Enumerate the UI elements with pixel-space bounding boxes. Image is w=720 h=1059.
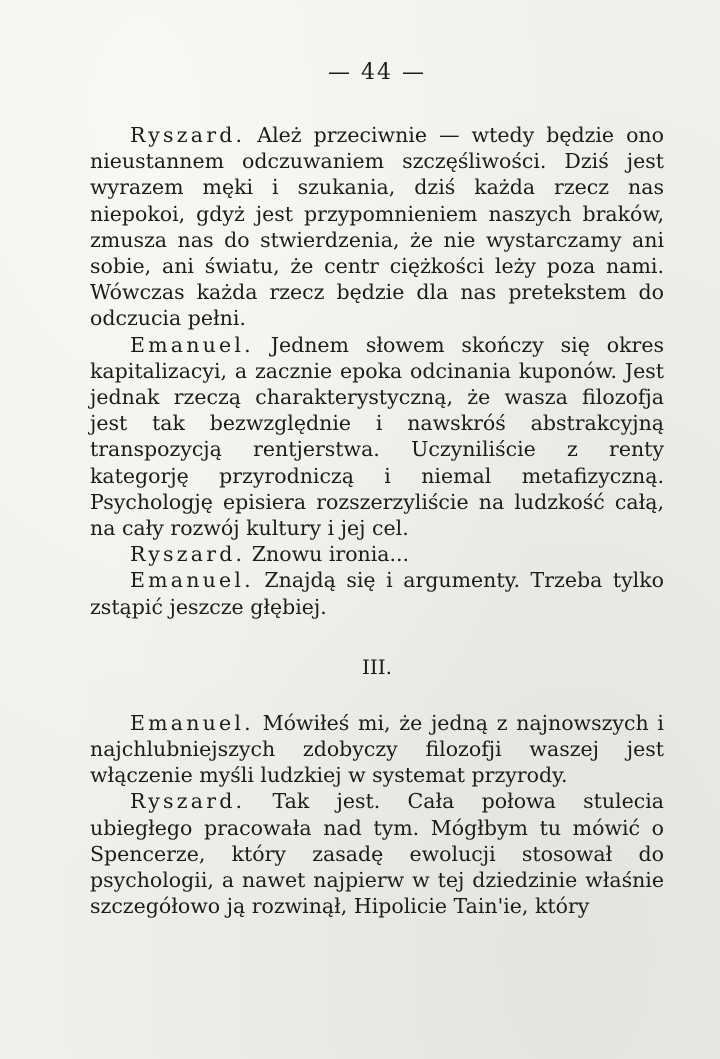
section-heading: III. (361, 654, 393, 679)
speech-text: Mówiłeś mi, że jedną z najnowszych i najchlubniejszych zdobyczy filozofji waszej jest włączenie myśli ludzkiej w systemat przyrody. (90, 710, 664, 788)
speaker-name: Ryszard. (130, 123, 246, 147)
speaker-name: Ryszard. (130, 542, 246, 567)
dialogue-paragraph (90, 567, 664, 619)
dialogue-paragraph (90, 788, 664, 919)
page-number: — 44 — (328, 60, 426, 85)
dialogue-block-two (90, 710, 664, 920)
speech-text: Znajdą się i argumenty. Trzeba tylko zstąpić jeszcze głębiej. (90, 568, 664, 619)
speech-text: Jednem słowem skończy się okres kapitalizacyi, a zacznie epoka odcinania kuponów. Jest jednak rzeczą charakterystyczną, że wasza filozofja jest tak bezwzględnie i nawskróś abstrakcyjną transpozycją rentjerstwa. Uczyniliście z renty kategorję przyrodniczą i niemal metafizyczną. Psychologję episiera rozszerzyliście na ludzkość całą, na cały rozwój kultury i jej cel. (90, 332, 664, 541)
speaker-name: Ryszard. (130, 789, 246, 814)
dialogue-paragraph (90, 710, 664, 789)
speech-text: Ależ przeciwnie — wtedy będzie ono nieustannem odczuwaniem szczęśliwości. Dziś jest wyrazem męki i szukania, dziś każda rzecz nas niepokoi, gdyż jest przypomnieniem naszych braków, zmusza nas do stwierdzenia, że nie wystarczamy ani sobie, ani światu, że centr ciężkości leży poza nami. Wówczas każda rzecz będzie dla nas pretekstem do odczucia pełni. (90, 123, 664, 331)
dialogue-block-one (90, 122, 664, 620)
speaker-name: Emanuel. (130, 568, 254, 593)
dialogue-paragraph (90, 541, 664, 567)
dialogue-paragraph (90, 122, 664, 332)
speech-text: Tak jest. Cała połowa stulecia ubiegłego pracowała nad tym. Mógłbym tu mówić o Spencerze, który zasadę ewolucji stosował do psychologii, a nawet najpierw w tej dziedzinie właśnie szczegółowo ją rozwinął, Hipolicie Tain'ie, który (90, 789, 664, 919)
speaker-name: Emanuel. (130, 710, 254, 735)
speech-text: Znowu ironia... (251, 542, 410, 567)
speaker-name: Emanuel. (130, 332, 254, 357)
dialogue-paragraph (90, 332, 664, 542)
